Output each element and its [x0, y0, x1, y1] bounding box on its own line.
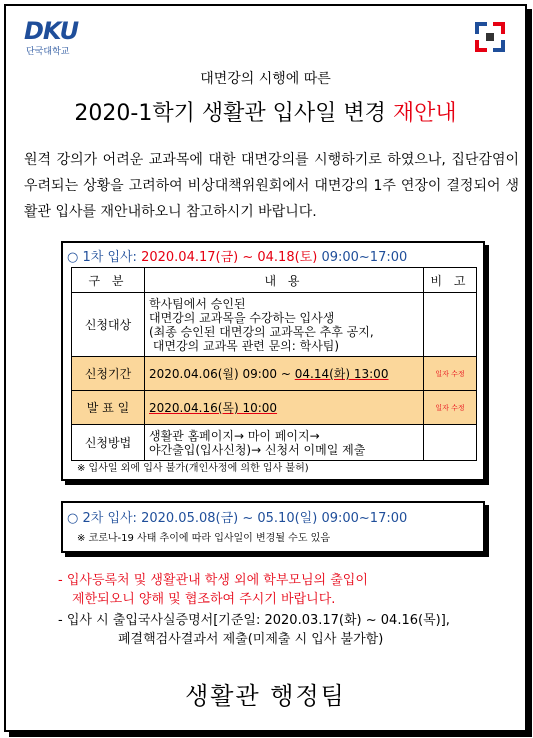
- row-content: [145, 357, 424, 391]
- notice-item: [58, 571, 528, 609]
- second-admission-heading: [67, 507, 407, 526]
- second-footnote: ※ 코로나-19 사태 추이에 따라 입사일이 변경될 수도 있음: [77, 533, 331, 544]
- row-note: 일자 수정: [424, 391, 477, 425]
- content-line: 대면강의 교과목 관련 문의: 학사팀): [149, 338, 340, 353]
- second-date: 2020.05.08(금) ~ 05.10(일): [141, 511, 318, 526]
- announce-date: 2020.04.16(목) 10:00: [149, 401, 278, 415]
- header-content: 내 용: [145, 268, 424, 293]
- row-label: 발 표 일: [72, 391, 145, 425]
- first-footnote: ※ 입사일 외에 입사 불가(개인사정에 의한 입사 불허): [77, 463, 309, 474]
- second-label: 2차 입사:: [82, 511, 137, 526]
- page-title: [6, 96, 525, 127]
- table-row: [72, 425, 477, 461]
- title-red: 재안내: [392, 101, 457, 126]
- row-label: 신청대상: [72, 293, 145, 357]
- content-line: (최종 승인된 대면강의 교과목은 추후 공지,: [149, 324, 374, 339]
- row-content: [145, 391, 424, 425]
- intro-paragraph: 원격 강의가 어려운 교과목에 대한 대면강의를 시행하기로 하였으나, 집단감염이 우려되는 상황을 고려하여 비상대책위원회에서 대면강의 1주 연장이 결정되어 생활관 입사를 재안내하오니 참고하시기 바랍니다.: [24, 152, 519, 220]
- table-row: [72, 391, 477, 425]
- row-content: [145, 293, 424, 357]
- poster-frame: [4, 4, 527, 732]
- second-bullet: ○: [67, 511, 79, 526]
- notice-line: 폐결핵검사결과서 제출(미제출 시 입사 불가함): [118, 632, 384, 647]
- second-time: 09:00~17:00: [321, 511, 408, 526]
- notice-list: [58, 571, 528, 651]
- row-content: [145, 425, 424, 461]
- notice-line: 제한되오니 양해 및 협조하여 주시기 바랍니다.: [72, 592, 336, 607]
- content-line: 생활관 홈페이지→ 마이 페이지→: [149, 428, 320, 443]
- logo-mark: DKU: [24, 17, 79, 45]
- row-note: [424, 293, 477, 357]
- department-name: 생활관 행정팀: [185, 682, 346, 710]
- header-category: 구 분: [72, 268, 145, 293]
- row-label: 신청방법: [72, 425, 145, 461]
- page-subtitle: 대면강의 시행에 따른: [200, 71, 331, 87]
- table-row: [72, 293, 477, 357]
- first-label: 1차 입사:: [82, 250, 137, 265]
- notice-line: - 입사등록처 및 생활관내 학생 외에 학부모님의 출입이: [58, 573, 368, 588]
- table-header-row: [72, 268, 477, 293]
- content-line: 야간출입(입사신청)→ 신청서 이메일 제출: [149, 442, 366, 457]
- notice-line: - 입사 시 출입국사실증명서[기준일: 2020.03.17(화) ~ 04.16(목)],: [58, 613, 450, 628]
- header-note: 비 고: [424, 268, 477, 293]
- residence-logo-icon: [473, 20, 507, 54]
- period-start: 2020.04.06(월) 09:00 ~: [149, 367, 295, 381]
- content-line: 학사팀에서 승인된: [149, 296, 246, 311]
- second-admission-box: [61, 501, 485, 553]
- row-label: 신청기간: [72, 357, 145, 391]
- row-note: [424, 425, 477, 461]
- schedule-table: [71, 267, 477, 461]
- first-bullet: ○: [67, 250, 79, 265]
- row-note: 일자 수정: [424, 357, 477, 391]
- dku-logo: [24, 18, 104, 62]
- content-line: 대면강의 교과목을 수강하는 입사생: [149, 310, 335, 325]
- first-admission-box: [61, 241, 485, 481]
- notice-item: [58, 611, 528, 649]
- first-date: 2020.04.17(금) ~ 04.18(토): [141, 250, 318, 265]
- period-end: 04.14(화) 13:00: [294, 367, 389, 381]
- logo-sub: 단국대학교: [26, 47, 70, 57]
- first-admission-heading: [67, 246, 407, 265]
- table-row: [72, 357, 477, 391]
- first-time: 09:00~17:00: [321, 250, 408, 265]
- title-main: 2020-1학기 생활관 입사일 변경: [74, 101, 393, 126]
